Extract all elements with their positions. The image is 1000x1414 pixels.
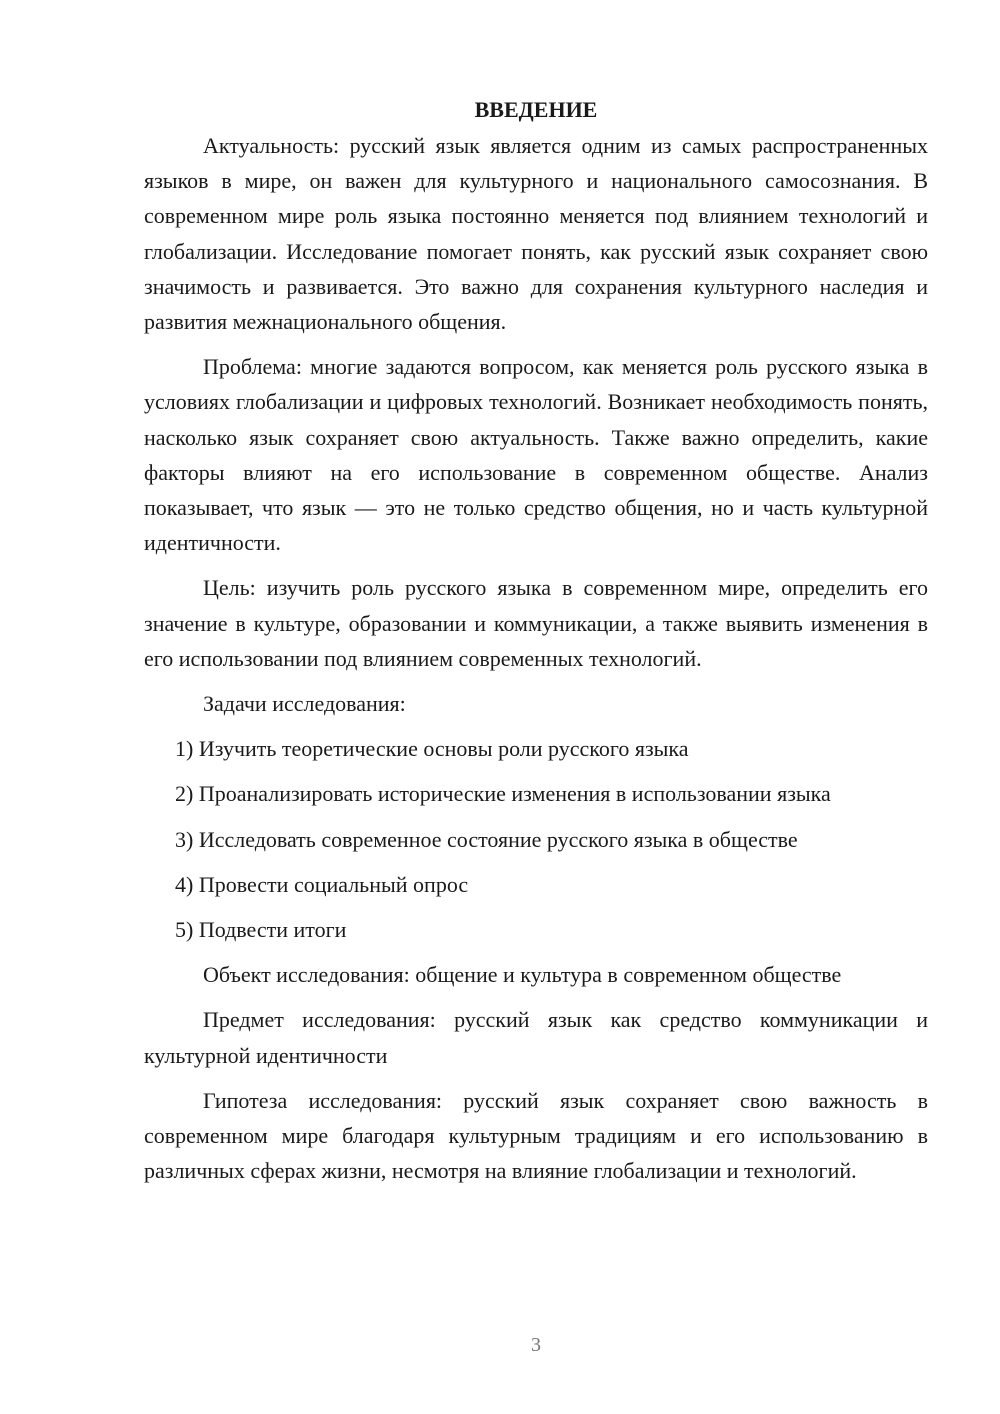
- page-content: [144, 92, 928, 1198]
- problem-paragraph: Проблема: многие задаются вопросом, как меняется роль русского языка в условиях глобализации и цифровых технологий. Возникает необходимость понять, насколько язык сохраняет свою актуальность. Также важно определить, какие факторы влияют на его использование в современном обществе. Анализ показывает, что язык — это не только средство общения, но и часть культурной идентичности.: [144, 354, 928, 556]
- hypothesis-paragraph: Гипотеза исследования: русский язык сохраняет свою важность в современном мире благодаря культурным традициям и его использованию в различных сферах жизни, несмотря на влияние глобализации и технологий.: [144, 1087, 928, 1184]
- task-item-2: 2) Проанализировать исторические изменения в использовании языка: [175, 781, 831, 807]
- task-item-3: 3) Исследовать современное состояние русского языка в обществе: [175, 826, 798, 852]
- tasks-list: [144, 731, 928, 947]
- task-item-1: 1) Изучить теоретические основы роли русского языка: [175, 736, 689, 762]
- relevance-paragraph: Актуальность: русский язык является одним из самых распространенных языков в мире, он важен для культурного и национального самосознания. В современном мире роль языка постоянно меняется под влиянием технологий и глобализации. Исследование помогает понять, как русский язык сохраняет свою значимость и развивается. Это важно для сохранения культурного наследия и развития межнационального общения.: [144, 133, 928, 335]
- page-number: 3: [531, 1334, 541, 1356]
- task-item-4: 4) Провести социальный опрос: [175, 871, 469, 897]
- tasks-heading: Задачи исследования:: [203, 691, 406, 717]
- object-paragraph: Объект исследования: общение и культура в современном обществе: [203, 962, 842, 988]
- task-item-5: 5) Подвести итоги: [175, 917, 347, 943]
- page-title: ВВЕДЕНИЕ: [474, 97, 598, 122]
- goal-paragraph: Цель: изучить роль русского языка в современном мире, определить его значение в культуре, образовании и коммуникации, а также выявить изменения в его использовании под влиянием современных технологий.: [144, 575, 928, 671]
- subject-paragraph: Предмет исследования: русский язык как средство коммуникации и культурной идентичности: [144, 1007, 928, 1068]
